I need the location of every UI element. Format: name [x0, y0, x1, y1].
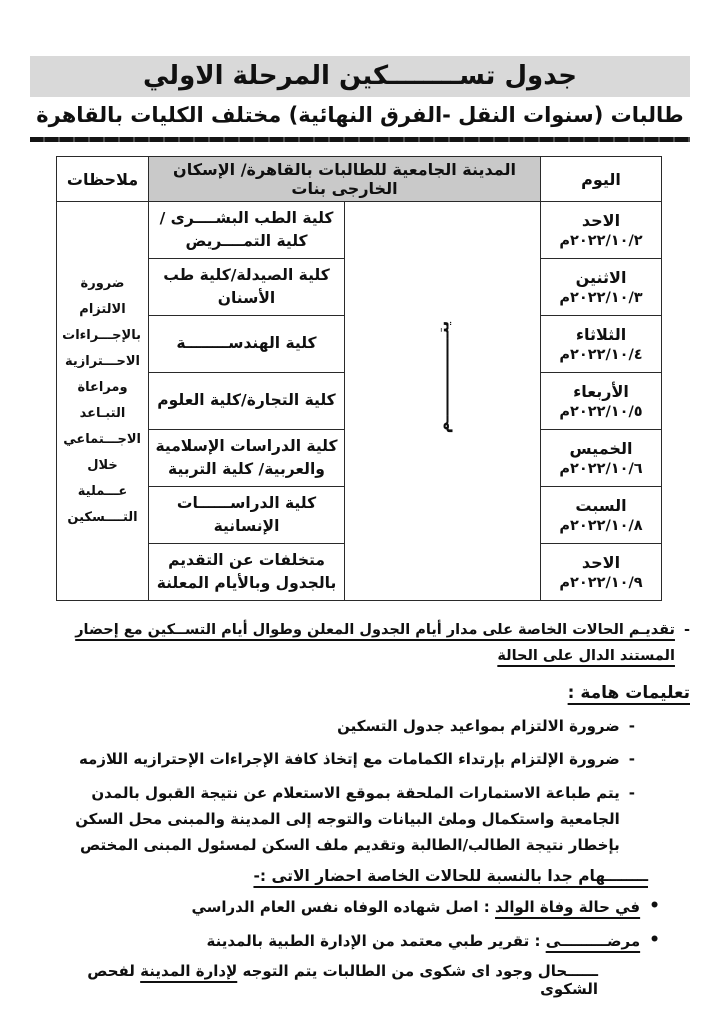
- complaint-admin: لإدارة المدينة: [140, 962, 238, 981]
- header-day: اليوم: [541, 157, 662, 202]
- bullet-marker: •: [649, 896, 660, 917]
- college-cell: كلية الهندســــــــة: [149, 316, 345, 373]
- day-date: ٢٠٢٢/١٠/٨م: [559, 518, 643, 534]
- day-name: السبت: [575, 496, 627, 515]
- special-cases-text: تقديـم الحالات الخاصة على مدار أيام الجدول المعلن وطوال أيام التســكين مع إحضار المستند الدال على الحالة: [75, 622, 675, 665]
- day-name: الخميس: [569, 439, 633, 458]
- dash-marker: -: [628, 717, 635, 736]
- day-date: ٢٠٢٢/١٠/٥م: [559, 404, 643, 420]
- day-name: الاحد: [581, 553, 621, 572]
- instruction-item: [36, 746, 635, 772]
- table-header-row: [57, 157, 662, 202]
- day-cell: [541, 259, 662, 316]
- housing-schedule-table: [56, 156, 662, 601]
- instruction-text: ضرورة الإلتزام بإرتداء الكمامات مع إتخاذ كافة الإجراءات الإحترازيه اللازمه: [78, 750, 620, 769]
- day-cell: [541, 316, 662, 373]
- college-cell: كلية الدراســــــات الإنسانية: [149, 487, 345, 544]
- day-date: ٢٠٢٢/١٠/٤م: [559, 347, 643, 363]
- college-cell: كلية الدراسات الإسلامية والعربية/ كلية التربية: [149, 430, 345, 487]
- instruction-text: يتم طباعة الاستمارات الملحقة بموقع الاستعلام عن نتيجة القبول بالمدن الجامعية واستكمال وملئ البيانات والتوجه إلى المدينة والمبنى محل السكن بإخطار نتيجة الطالب/الطالبة وتقديم ملف السكن لمسئول المبنى المختص: [75, 783, 620, 855]
- instructions-title: تعليمات هامة :: [567, 683, 690, 704]
- bullet-value: تقرير طبي معتمد من الإدارة الطبية بالمدينة: [206, 931, 530, 950]
- bullet-item: [30, 929, 660, 955]
- vertical-note-cell: [345, 202, 541, 601]
- college-cell: كلية الصيدلة/كلية طب الأسنان: [149, 259, 345, 316]
- day-date: ٢٠٢٢/١٠/٢م: [559, 233, 643, 249]
- day-cell: [541, 544, 662, 601]
- day-cell: [541, 202, 662, 259]
- notes-cell: [57, 202, 149, 601]
- page-title: جدول تســــــــكين المرحلة الاولي: [143, 61, 577, 91]
- day-name: الأربعاء: [573, 382, 629, 401]
- college-cell: كلية التجارة/كلية العلوم: [149, 373, 345, 430]
- college-cell: متخلفات عن التقديم بالجدول وبالأيام المعلنة: [149, 544, 345, 601]
- side-note-text: ضرورة الالتزام بالإجـــراءات الاحـــترازية ومراعاة التبـاعد الاجـــتماعي خلال عـــملية التــــسكين: [62, 276, 141, 525]
- complaint-line: [30, 962, 598, 998]
- complaint-prefix: ــــــحال وجود اى شكوى من الطالبات يتم التوجه: [237, 962, 598, 981]
- dash-marker: -: [683, 622, 690, 638]
- title-bar: [30, 56, 690, 97]
- bullet-label: في حالة وفاة الوالد: [495, 898, 641, 917]
- instruction-text: ضرورة الالتزام بمواعيد جدول التسكين: [337, 717, 620, 736]
- dash-marker: -: [628, 783, 635, 802]
- bullet-marker: •: [649, 929, 660, 950]
- complaint-suffix: لفحص الشكوى: [87, 962, 598, 999]
- day-name: الثلاثاء: [575, 325, 627, 344]
- day-date: ٢٠٢٢/١٠/٣م: [559, 290, 643, 306]
- bullet-text: [191, 895, 640, 921]
- day-name: الاحد: [581, 211, 621, 230]
- notes-section: [30, 617, 690, 998]
- day-name: الاثنين: [575, 268, 627, 287]
- day-cell: [541, 430, 662, 487]
- bullet-value: اصل شهاده الوفاه نفس العام الدراسي: [191, 898, 479, 917]
- header-notes: ملاحظات: [57, 157, 149, 202]
- bullet-label: مرضـــــــــى: [545, 931, 641, 950]
- divider-rule: [30, 137, 690, 142]
- day-date: ٢٠٢٢/١٠/٦م: [559, 461, 643, 477]
- bullet-text: [207, 929, 641, 955]
- dash-marker: -: [628, 750, 635, 769]
- table-row: [57, 202, 662, 259]
- important-title: ــــــــهام جدا بالنسبة للحالات الخاصة احضار الاتى :-: [253, 867, 648, 886]
- special-cases-line: [30, 617, 690, 669]
- bullet-sep: :: [529, 931, 546, 950]
- day-cell: [541, 373, 662, 430]
- header-housing: المدينة الجامعية للطالبات بالقاهرة/ الإسكان الخارجى بنات: [149, 157, 541, 202]
- vertical-handwritten-note: يتــــــــــــــــم: [433, 320, 452, 434]
- day-date: ٢٠٢٢/١٠/٩م: [559, 575, 643, 591]
- instruction-item: [36, 780, 635, 859]
- bullet-sep: :: [478, 898, 496, 917]
- day-cell: [541, 487, 662, 544]
- page-subtitle: طالبات (سنوات النقل -الفرق النهائية) مختلف الكليات بالقاهرة: [36, 103, 684, 127]
- instruction-item: [36, 713, 635, 739]
- college-cell: كلية الطب البشــــرى / كلية التمــــريض: [149, 202, 345, 259]
- bullet-item: [30, 895, 660, 921]
